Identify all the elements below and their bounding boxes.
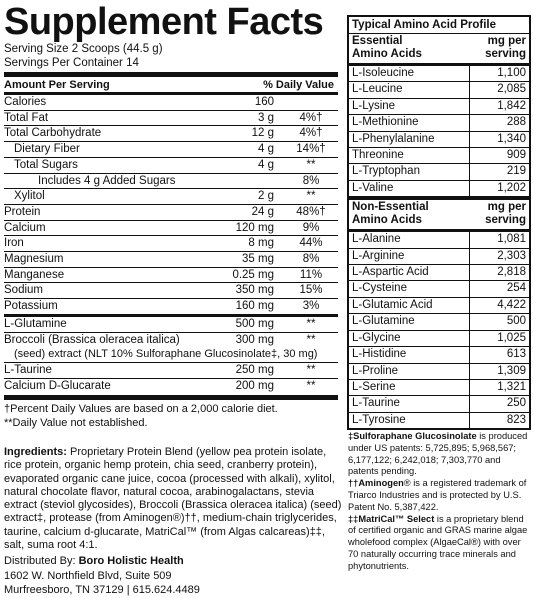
amino-row: L-Glutamine 500 — [349, 314, 529, 330]
distributor-line: Distributed By: Boro Holistic Health — [4, 555, 184, 568]
note-aminogen: ††Aminogen® is a registered trademark of Triarco Industries and is protected by U.S. Patent No. 5,387,422. — [348, 478, 527, 512]
ingredients-label: Ingredients: — [4, 446, 67, 458]
amino-row: L-Leucine 2,085 — [349, 82, 529, 98]
amino-row: L-Serine 1,321 — [349, 380, 529, 396]
amino-row: L-Tryptophan 219 — [349, 164, 529, 180]
nutrient-row: Total Carbohydrate 12 g 4%† — [4, 125, 338, 141]
nutrient-row: Calcium D-Glucarate 200 mg ** — [4, 378, 338, 394]
amino-acid-profile — [347, 15, 531, 430]
nutrient-row: (seed) extract (NLT 10% Sulforaphane Glucosinolate‡, 30 mg) — [14, 348, 318, 361]
amino-row: L-Glutamic Acid 4,422 — [349, 298, 529, 314]
nutrient-row: Broccoli (Brassica oleracea italica) 300 mg ** — [4, 332, 338, 348]
servings-per-container: Servings Per Container 14 — [4, 57, 139, 69]
nutrient-row: L-Glutamine 500 mg ** — [4, 314, 338, 332]
nutrient-row: Protein 24 g 48%† — [4, 204, 338, 220]
amino-row: L-Valine 1,202 — [349, 181, 529, 200]
ingredients-text: Ingredients: Proprietary Protein Blend (yellow pea protein isolate, rice protein, organic hemp protein, chia seed, cranberry protein), evaporated organic cane juice, cocoa (processed with alkali), xylitol, natural chocolate flavor, natural cocoa, arabinogalactans, stevia extract (steviol glycosides), Broccoli (Brassica oleracea italica) (seed) extract‡, protease (from Aminogen®)††, medium-chain triglycerides, taurine, calcium d-glucarate, MatriCal™ (from Algas calcareas)‡‡, salt, suma root 4:1. — [4, 446, 342, 552]
amino-row: L-Alanine 1,081 — [349, 232, 529, 248]
amino-row: Threonine 909 — [349, 148, 529, 164]
amino-title: Typical Amino Acid Profile — [349, 17, 529, 34]
nutrient-row: Dietary Fiber 4 g 14%† — [4, 141, 338, 157]
amino-row: L-Aspartic Acid 2,818 — [349, 265, 529, 281]
essential-header: Essential Amino Acids mg per serving — [349, 34, 529, 66]
dv-header: % Daily Value — [263, 79, 334, 91]
note-matrical: ‡‡MatriCal™ Select is a proprietary blend of certified organic and GRAS marine algae wholefood complex (AlgaeCal®) with over 70 naturally occurring trace minerals and phytonutrients. — [348, 513, 528, 571]
amino-row: L-Lysine 1,842 — [349, 99, 529, 115]
trademark-notes — [348, 431, 532, 573]
serving-size: Serving Size 2 Scoops (44.5 g) — [4, 43, 163, 55]
amino-row: L-Glycine 1,025 — [349, 331, 529, 347]
nutrient-row: Manganese 0.25 mg 11% — [4, 267, 338, 283]
nutrient-row: Potassium 160 mg 3% — [4, 298, 338, 314]
amino-row: L-Taurine 250 — [349, 396, 529, 412]
table-header — [4, 77, 338, 92]
nutrient-row: Total Sugars 4 g ** — [4, 157, 338, 173]
amino-row: L-Methionine 288 — [349, 115, 529, 131]
amino-row: L-Cysteine 254 — [349, 281, 529, 297]
nutrient-row: Calories 160 — [4, 96, 274, 108]
amino-row: L-Arginine 2,303 — [349, 249, 529, 265]
nutrient-row: Total Fat 3 g 4%† — [4, 110, 338, 126]
amino-row: L-Tyrosine 823 — [349, 413, 529, 428]
nutrient-row: L-Taurine 250 mg ** — [4, 362, 338, 378]
supplement-facts-panel — [4, 0, 338, 430]
footnote-percent: †Percent Daily Values are based on a 2,000 calorie diet. — [4, 403, 278, 416]
amount-header: Amount Per Serving — [4, 79, 110, 91]
nonessential-header: Non-Essential Amino Acids mg per serving — [349, 200, 529, 232]
nutrient-row: Sodium 350 mg 15% — [4, 282, 338, 298]
ingredients-block — [4, 446, 342, 598]
amino-row: L-Proline 1,309 — [349, 364, 529, 380]
amino-row: L-Isoleucine 1,100 — [349, 66, 529, 82]
note-sulforaphane: ‡Sulforaphane Glucosinolate is produced under US patents: 5,725,895; 5,968,567; 6,177,122; 6,242,018; 7,303,770 and patents pending. — [348, 431, 528, 477]
panel-title: Supplement Facts — [4, 1, 324, 43]
amino-row: L-Histidine 613 — [349, 347, 529, 363]
nutrient-row: Xylitol 2 g ** — [4, 188, 338, 204]
nutrient-row: Includes 4 g Added Sugars 8% — [4, 173, 338, 189]
nutrient-row: Magnesium 35 mg 8% — [4, 251, 338, 267]
nutrient-row: Iron 8 mg 44% — [4, 235, 338, 251]
footnote-dv: **Daily Value not established. — [4, 417, 148, 430]
nutrient-row: Calcium 120 mg 9% — [4, 220, 338, 236]
distributor-address2: Murfreesboro, TN 37129 | 615.624.4489 — [4, 584, 200, 597]
distributor-address1: 1602 W. Northfield Blvd, Suite 509 — [4, 569, 172, 582]
amino-row: L-Phenylalanine 1,340 — [349, 132, 529, 148]
